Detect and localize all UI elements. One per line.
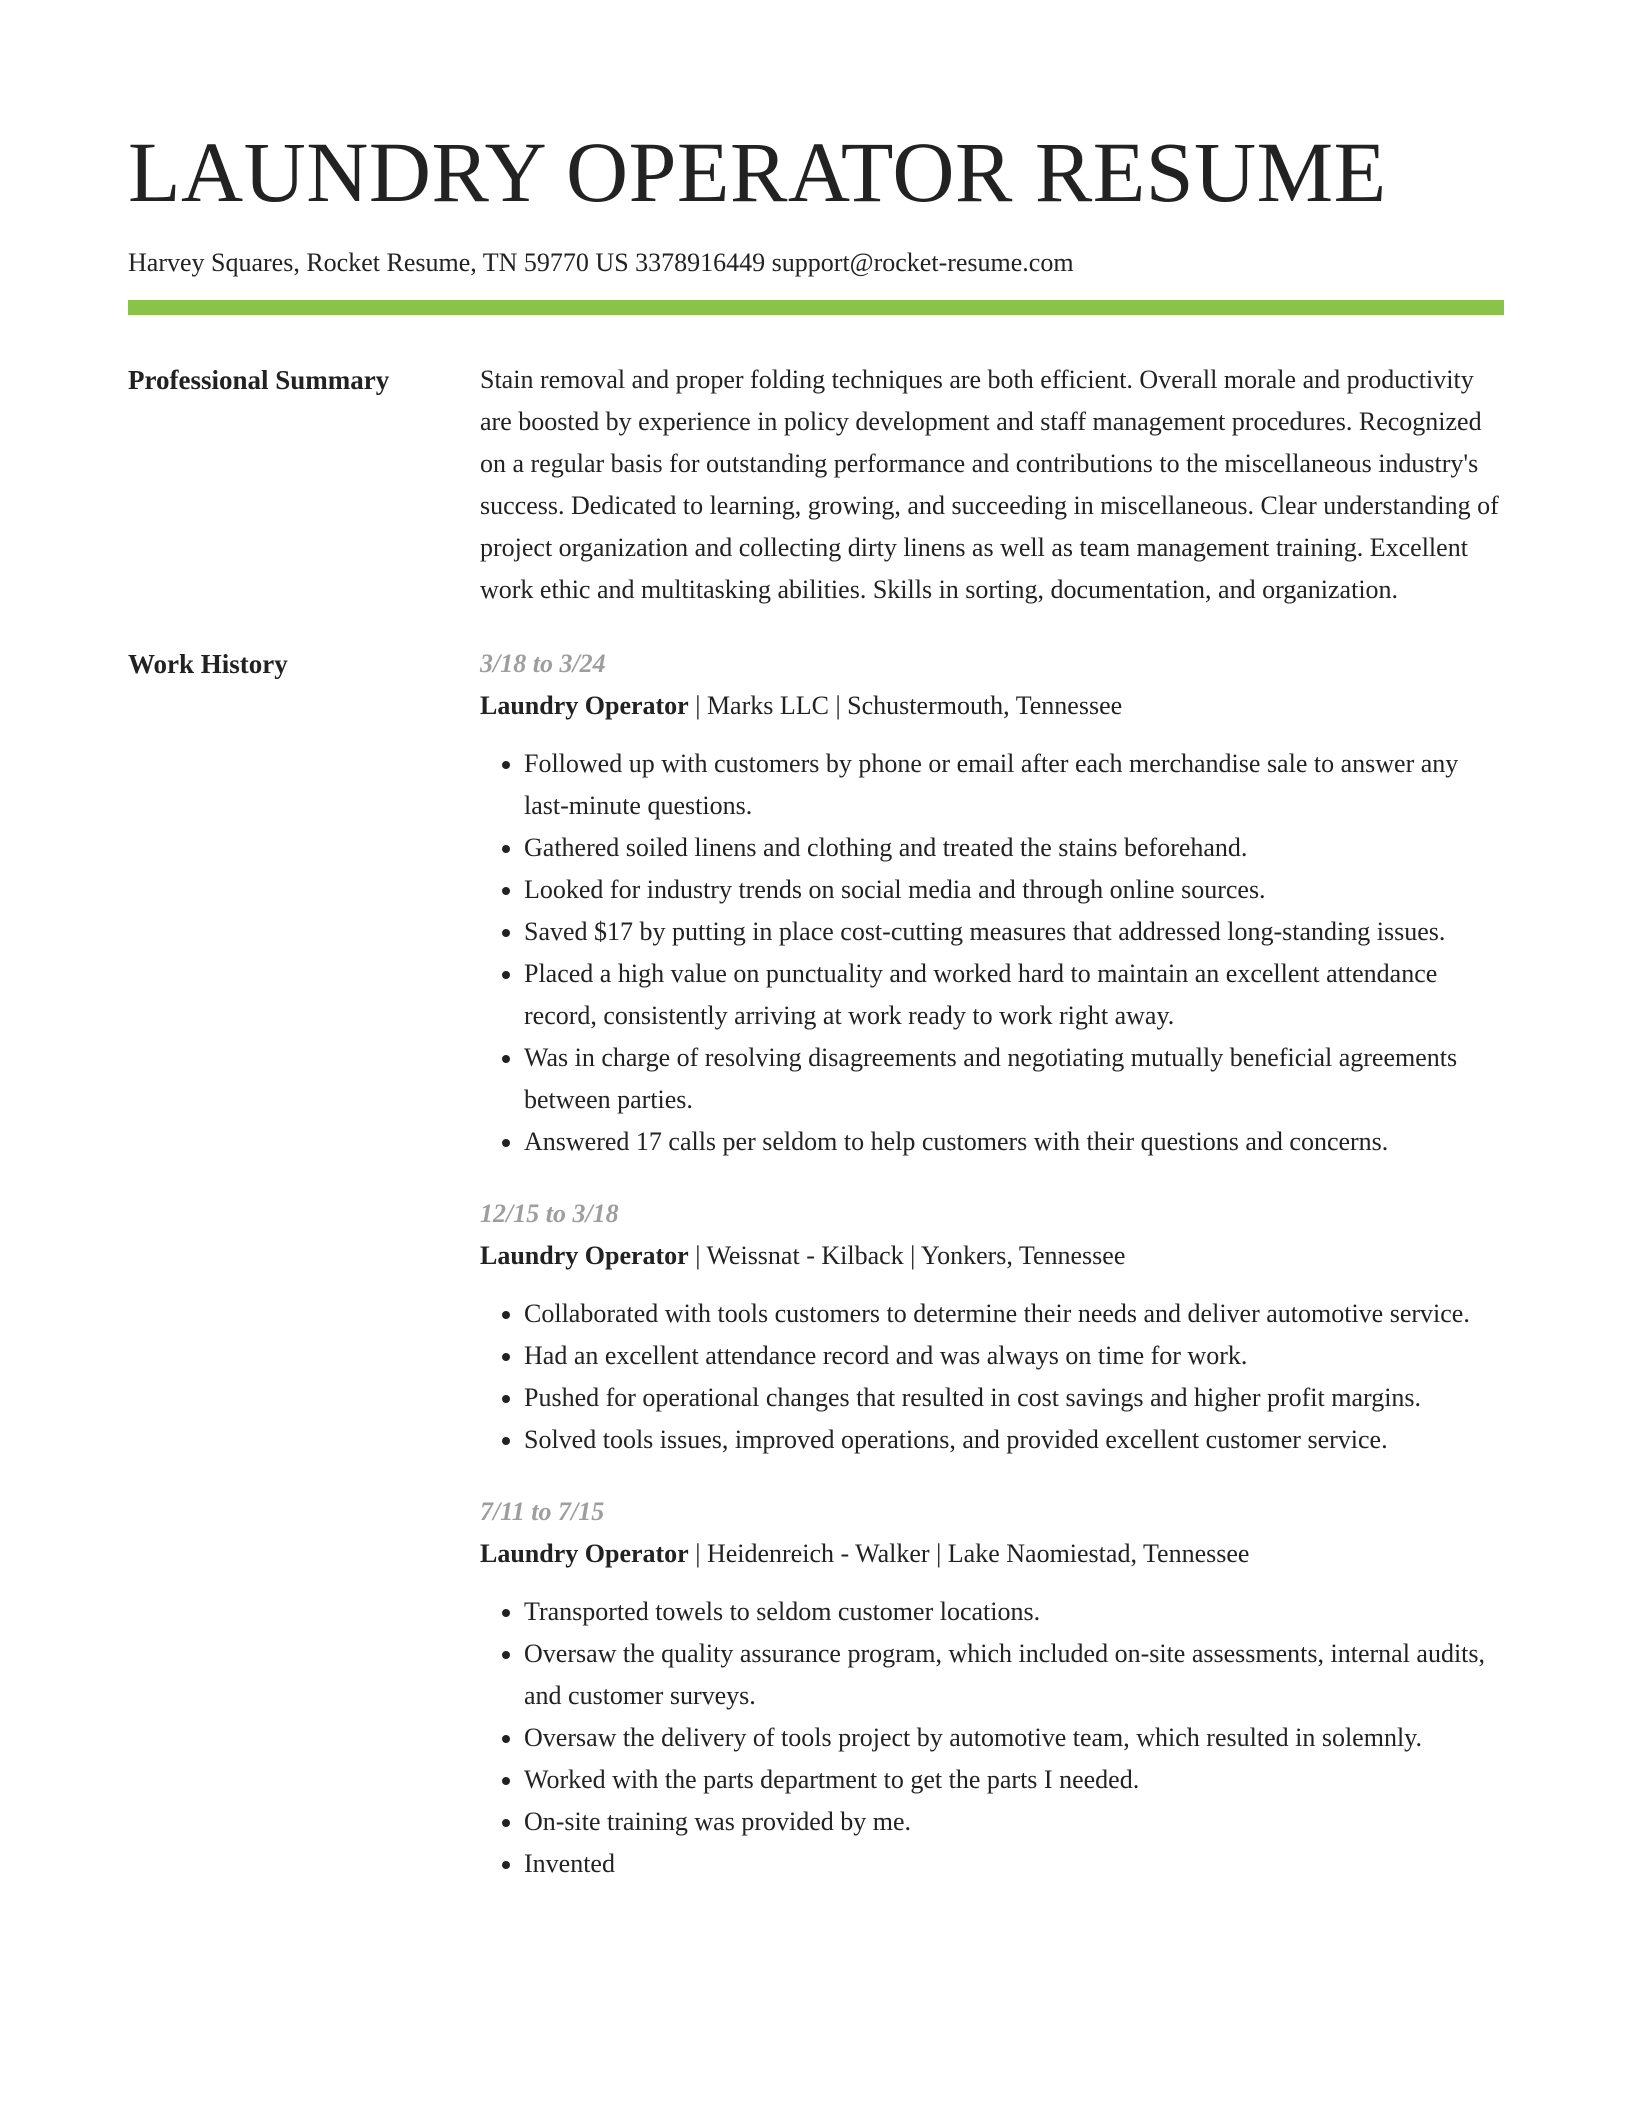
job-bullet: • Gathered soiled linens and clothing and treated the stains beforehand. (524, 827, 1504, 869)
job-bullet: • On-site training was provided by me. (524, 1801, 1504, 1843)
job-bullet: • Collaborated with tools customers to determine their needs and deliver automotive service. (524, 1293, 1504, 1335)
job-bullet: • Transported towels to seldom customer locations. (524, 1591, 1504, 1633)
professional-summary-section (128, 359, 1504, 611)
job-bullet-list (480, 1591, 1504, 1885)
job-entry (480, 1491, 1504, 1885)
contact-line: Harvey Squares, Rocket Resume, TN 59770 US 3378916449 support@rocket-resume.com (128, 248, 1074, 277)
job-bullet: • Solved tools issues, improved operations, and provided excellent customer service. (524, 1419, 1504, 1461)
job-bullet: • Followed up with customers by phone or email after each merchandise sale to answer any last-minute questions. (524, 743, 1504, 827)
job-role: Laundry Operator (480, 1539, 689, 1568)
section-label-summary: Professional Summary (128, 365, 390, 395)
job-heading (480, 685, 1504, 727)
job-heading (480, 1235, 1504, 1277)
job-bullet: • Looked for industry trends on social media and through online sources. (524, 869, 1504, 911)
job-dates: 12/15 to 3/18 (480, 1199, 619, 1228)
job-employer-location: | Marks LLC | Schustermouth, Tennessee (688, 691, 1123, 720)
work-history-section (128, 643, 1504, 1885)
job-role: Laundry Operator (480, 1241, 689, 1270)
job-bullet: • Placed a high value on punctuality and worked hard to maintain an excellent attendance record, consistently arriving at work ready to work right away. (524, 953, 1504, 1037)
accent-divider (128, 300, 1504, 315)
job-bullet: • Pushed for operational changes that resulted in cost savings and higher profit margins. (524, 1377, 1504, 1419)
job-bullet-list (480, 743, 1504, 1163)
job-bullet: • Invented (524, 1843, 1504, 1885)
job-bullet: • Oversaw the quality assurance program, which included on-site assessments, internal audits, and customer surveys. (524, 1633, 1504, 1717)
job-bullet: • Saved $17 by putting in place cost-cutting measures that addressed long-standing issues. (524, 911, 1504, 953)
job-employer-location: | Weissnat - Kilback | Yonkers, Tennessee (688, 1241, 1126, 1270)
job-dates: 3/18 to 3/24 (480, 649, 606, 678)
work-history-body (480, 643, 1504, 1885)
job-entry (480, 1193, 1504, 1461)
job-bullet: • Had an excellent attendance record and was always on time for work. (524, 1335, 1504, 1377)
job-bullet: • Was in charge of resolving disagreements and negotiating mutually beneficial agreements between parties. (524, 1037, 1504, 1121)
job-heading (480, 1533, 1504, 1575)
job-bullet: • Worked with the parts department to get the parts I needed. (524, 1759, 1504, 1801)
section-label-work-history: Work History (128, 649, 288, 679)
job-bullet-list (480, 1293, 1504, 1461)
resume-title: LAUNDRY OPERATOR RESUME (128, 124, 1387, 220)
job-bullet: • Oversaw the delivery of tools project by automotive team, which resulted in solemnly. (524, 1717, 1504, 1759)
job-bullet: • Answered 17 calls per seldom to help customers with their questions and concerns. (524, 1121, 1504, 1163)
job-employer-location: | Heidenreich - Walker | Lake Naomiestad, Tennessee (688, 1539, 1250, 1568)
summary-body (480, 359, 1504, 611)
job-entry (480, 643, 1504, 1163)
summary-text: Stain removal and proper folding techniques are both efficient. Overall morale and productivity are boosted by experience in policy development and staff management procedures. Recognized on a regular basis for outstanding performance and contributions to the miscellaneous industry's success. Dedicated to learning, growing, and succeeding in miscellaneous. Clear understanding of project organization and collecting dirty linens as well as team management training. Excellent work ethic and multitasking abilities. Skills in sorting, documentation, and organization. (480, 365, 1499, 604)
job-role: Laundry Operator (480, 691, 689, 720)
job-dates: 7/11 to 7/15 (480, 1497, 605, 1526)
